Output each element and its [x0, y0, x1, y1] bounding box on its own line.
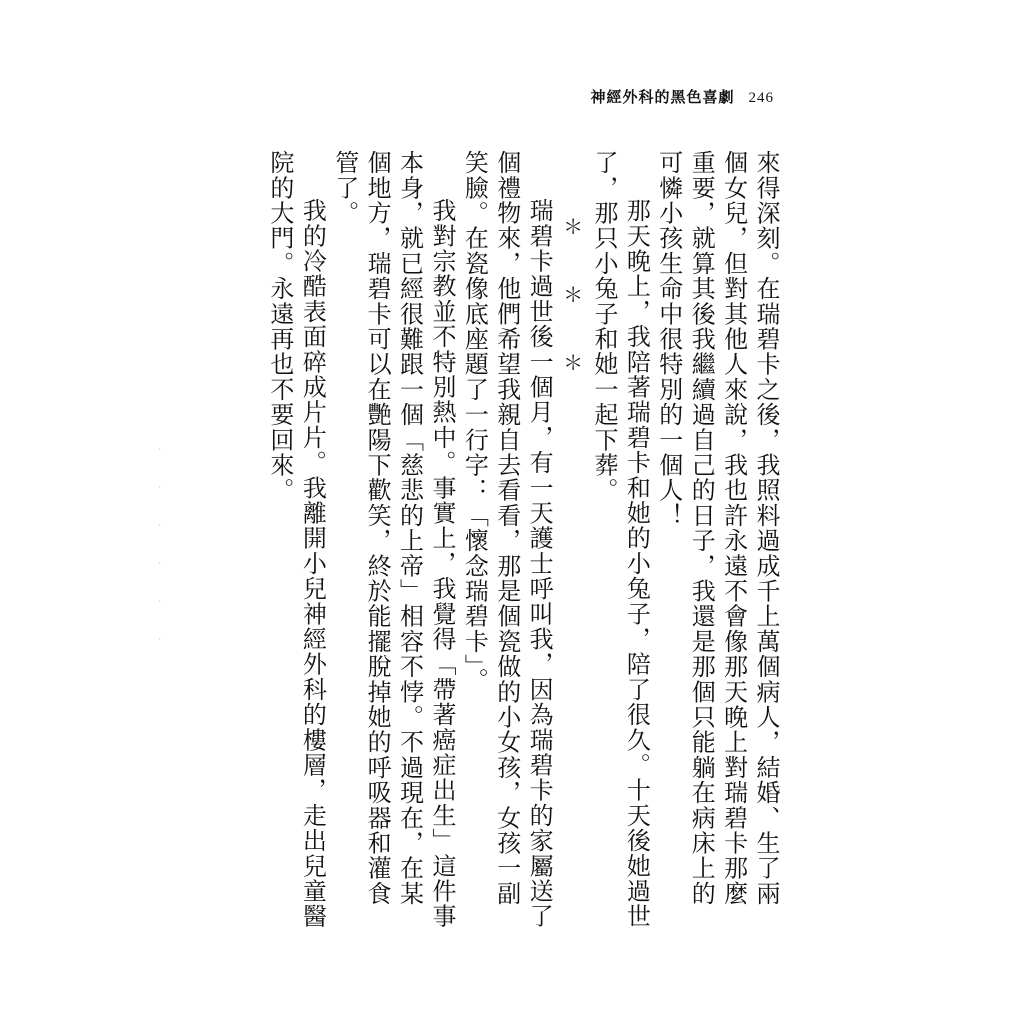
margin-dots-decoration: [158, 430, 161, 660]
paragraph: 瑞碧卡過世後一個月，有一天護士呼叫我，因為瑞碧卡的家屬送了個禮物來，他們希望我親自去看看，那是個瓷做的小女孩，女孩一副笑臉。在瓷像底座題了一行字：「懷念瑞碧卡」。: [460, 150, 554, 929]
book-title: 神經外科的黑色喜劇: [590, 88, 735, 106]
body-text: [265, 150, 782, 930]
paragraph: 我對宗教並不特別熱中。事實上，我覺得「帶著癌症出生」這件事本身，就已經很難跟一個「慈悲的上帝」相容不悖。不過現在，在某個地方，瑞碧卡可以在艷陽下歡笑，終於能擺脫掉她的呼吸器和灌食管了。: [330, 150, 456, 929]
paragraph-continuation: 來得深刻。在瑞碧卡之後，我照料過成千上萬個病人，結婚、生了兩個女兒，但對其他人來說，我也許永遠不會像那天晚上對瑞碧卡那麼重要，就算其後我繼續過自己的日子，我還是那個只能躺在病床上的可憐小孩生命中很特別的一個人！: [654, 150, 780, 906]
paragraph: 那天晚上，我陪著瑞碧卡和她的小兔子，陪了很久。十天後她過世了，那只小兔子和她一起下葬。: [589, 150, 651, 929]
paragraph: 我的冷酷表面碎成片片。我離開小兒神經外科的樓層，走出兒童醫院的大門。永遠再也不要回來。: [265, 150, 327, 929]
running-header: [590, 86, 774, 107]
section-break: ＊ ＊ ＊: [559, 216, 584, 386]
page-number: 246: [748, 90, 774, 106]
